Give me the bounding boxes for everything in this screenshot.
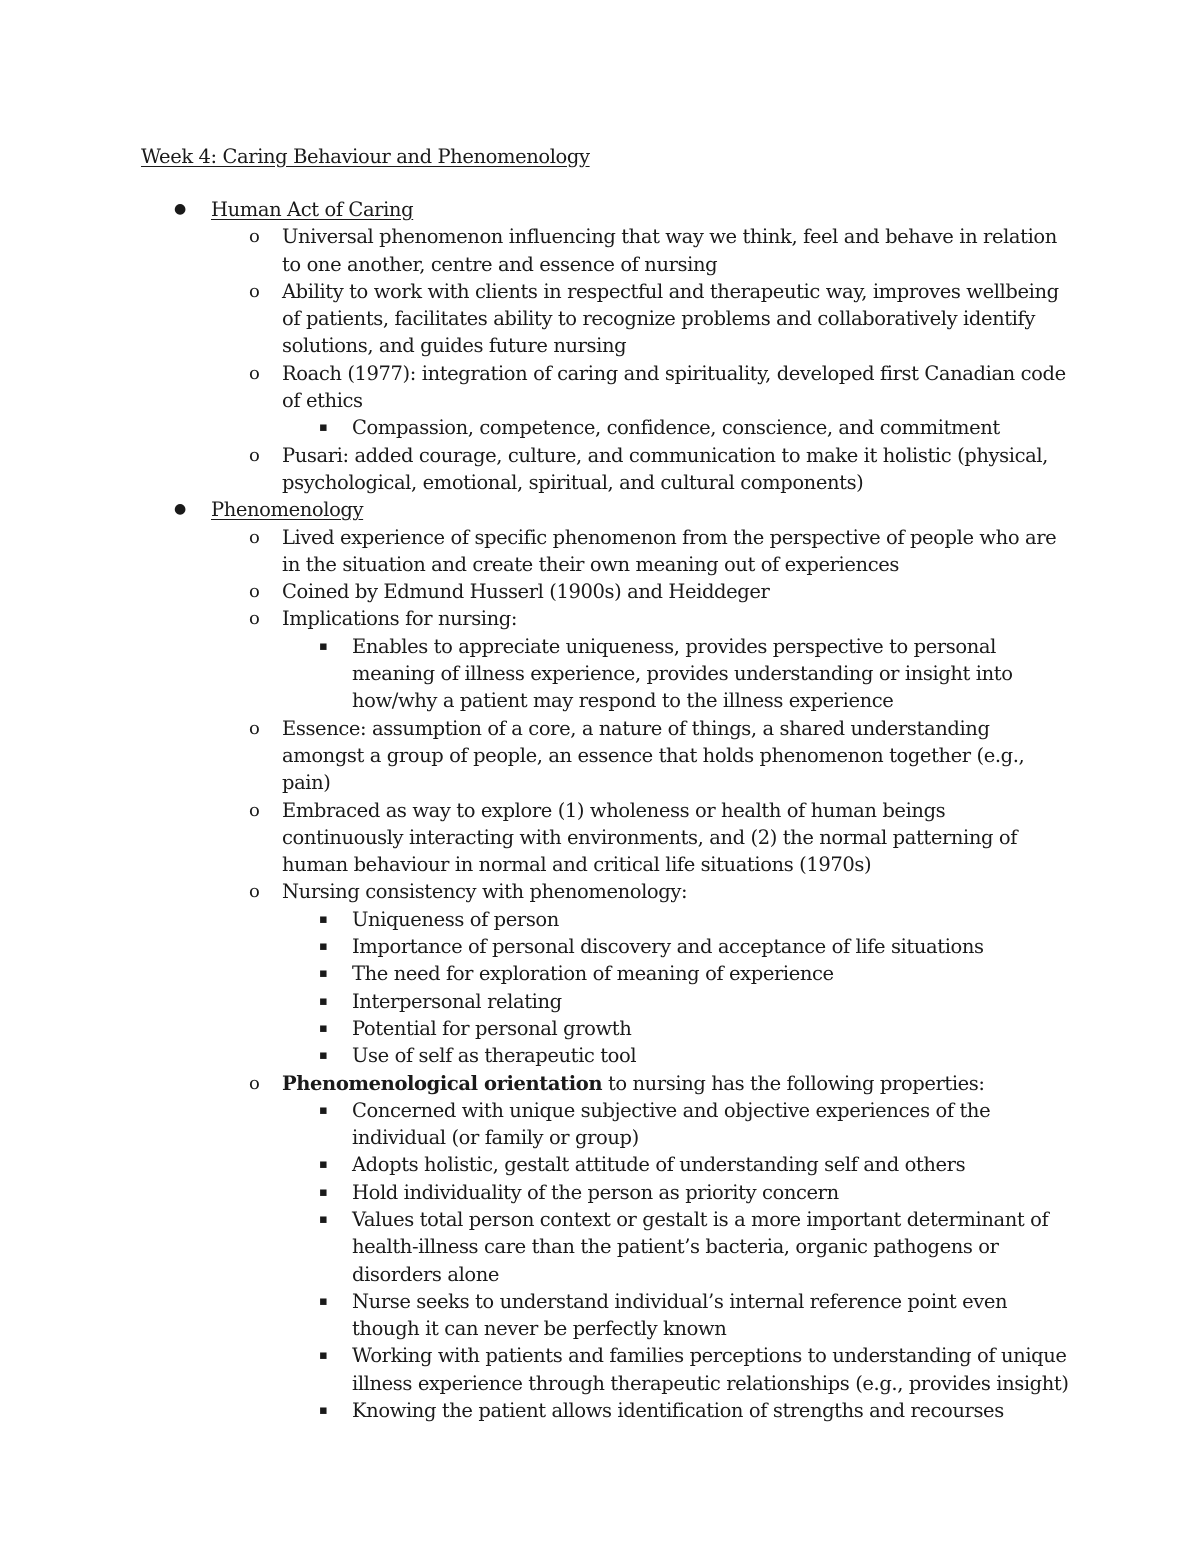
- bullet-marker: o: [249, 1072, 260, 1094]
- outline: [0, 196, 1200, 1424]
- sub-list-item: [0, 933, 1200, 960]
- bullet-marker: o: [249, 526, 260, 548]
- list-item-text: [282, 1070, 1072, 1097]
- list-item: [0, 578, 1200, 605]
- bullet-marker: o: [249, 444, 260, 466]
- bullet-marker: o: [249, 226, 260, 248]
- list-item-text: Roach (1977): integration of caring and spirituality, developed first Canadian code of ethics: [282, 361, 1066, 413]
- bullet-marker: o: [249, 362, 260, 384]
- sub-list-item: [0, 1015, 1200, 1042]
- bold-term: Phenomenological orientation: [282, 1071, 603, 1095]
- list-item: [0, 223, 1200, 278]
- bullet-marker: ▪: [319, 1020, 328, 1036]
- bullet-marker: ▪: [319, 1048, 328, 1064]
- section-heading-label: Human Act of Caring: [211, 198, 414, 221]
- list-item: [0, 442, 1200, 497]
- list-item-text: Essence: assumption of a core, a nature of things, a shared understanding amongst a group of people, an essence that holds phenomenon together (e.g., pain): [282, 716, 1025, 795]
- bullet-marker: ▪: [319, 420, 328, 436]
- bullet-marker: o: [249, 799, 260, 821]
- bullet-marker: ▪: [319, 1211, 328, 1227]
- bullet-marker: ●: [174, 201, 186, 217]
- bullet-marker: o: [249, 280, 260, 302]
- sub-list-item-text: Adopts holistic, gestalt attitude of understanding self and others: [352, 1153, 966, 1177]
- bullet-marker: ▪: [319, 966, 328, 982]
- sub-list-item-text: Interpersonal relating: [352, 989, 562, 1013]
- bullet-marker: ▪: [319, 1348, 328, 1364]
- sub-list-item: [0, 1179, 1200, 1206]
- sub-list-item: [0, 988, 1200, 1015]
- sub-list-item: [0, 1288, 1200, 1343]
- section-heading-label: Phenomenology: [211, 498, 364, 522]
- list-item: [0, 878, 1200, 905]
- list-item-text: Embraced as way to explore (1) wholeness or health of human beings continuously interacting with environments, and (2) the normal patterning of human behaviour in normal and critical life situations (1970s): [282, 798, 1018, 877]
- list-item-text: Implications for nursing:: [282, 607, 518, 631]
- sub-list-item-text: Enables to appreciate uniqueness, provides perspective to personal meaning of illness experience, provides understanding or insight into how/why a patient may respond to the illness experience: [352, 634, 1013, 713]
- bullet-marker: ▪: [319, 638, 328, 654]
- bullet-marker: ▪: [319, 1293, 328, 1309]
- sub-list-item-text: Use of self as therapeutic tool: [352, 1044, 637, 1068]
- bullet-marker: ▪: [319, 1157, 328, 1173]
- list-item: [0, 360, 1200, 415]
- bullet-marker: ▪: [319, 1184, 328, 1200]
- sub-list-item: [0, 960, 1200, 987]
- sub-list-item: [0, 414, 1200, 441]
- sub-list-item: [0, 1097, 1200, 1152]
- list-item-text: Universal phenomenon influencing that way we think, feel and behave in relation to one another, centre and essence of nursing: [282, 225, 1057, 276]
- bullet-marker: ●: [174, 501, 186, 518]
- sub-list-item: [0, 1206, 1200, 1288]
- sub-list-item: [0, 1397, 1200, 1424]
- list-item: [0, 605, 1200, 632]
- sub-list-item-text: Nurse seeks to understand individual’s internal reference point even though it can never be perfectly known: [352, 1289, 1008, 1341]
- sub-list-item-text: Values total person context or gestalt is a more important determinant of health-illness care than the patient’s bacteria, organic pathogens or disorders alone: [352, 1207, 1049, 1286]
- bullet-marker: o: [249, 717, 260, 739]
- bullet-marker: ▪: [319, 993, 328, 1009]
- sub-list-item: [0, 906, 1200, 933]
- sub-list-item-text: Hold individuality of the person as priority concern: [352, 1180, 839, 1204]
- list-item-text: Coined by Edmund Husserl (1900s) and Heiddeger: [282, 580, 770, 604]
- bullet-marker: o: [249, 608, 260, 630]
- page-title: Week 4: Caring Behaviour and Phenomenology: [141, 145, 590, 168]
- sub-list-item: [0, 1342, 1200, 1397]
- list-item-text: Lived experience of specific phenomenon from the perspective of people who are in the situation and create their own meaning out of experiences: [282, 525, 1057, 576]
- list-item-rest: to nursing has the following properties:: [602, 1071, 985, 1095]
- list-item: [0, 797, 1200, 879]
- sub-list-item-text: Working with patients and families perceptions to understanding of unique illness experience through therapeutic relationships (e.g., provides insight): [352, 1344, 1069, 1395]
- sub-list-item: [0, 633, 1200, 715]
- bullet-marker: ▪: [319, 1102, 328, 1118]
- section-heading-human-act-of-caring: [0, 196, 1200, 223]
- sub-list-item-text: Uniqueness of person: [352, 907, 559, 931]
- bullet-marker: o: [249, 581, 260, 603]
- list-item: [0, 278, 1200, 360]
- bullet-marker: o: [249, 881, 260, 903]
- sub-list-item-text: Knowing the patient allows identification of strengths and recourses: [352, 1399, 1004, 1423]
- section-heading-phenomenology: [0, 496, 1200, 523]
- list-item-text: Pusari: added courage, culture, and communication to make it holistic (physical, psychological, emotional, spiritual, and cultural components): [282, 443, 1048, 494]
- list-item: [0, 524, 1200, 579]
- list-item-text: Nursing consistency with phenomenology:: [282, 880, 688, 904]
- sub-list-item-text: Importance of personal discovery and acceptance of life situations: [352, 935, 984, 959]
- sub-list-item-text: Compassion, competence, confidence, conscience, and commitment: [352, 416, 1000, 440]
- bullet-marker: ▪: [319, 939, 328, 955]
- sub-list-item-text: The need for exploration of meaning of experience: [352, 962, 834, 986]
- bullet-marker: ▪: [319, 1403, 328, 1419]
- sub-list-item: [0, 1151, 1200, 1178]
- bullet-marker: ▪: [319, 911, 328, 927]
- sub-list-item-text: Potential for personal growth: [352, 1016, 632, 1040]
- list-item: [0, 715, 1200, 797]
- list-item-text: Ability to work with clients in respectful and therapeutic way, improves wellbeing of patients, facilitates ability to recognize problems and collaboratively identify solutions, and guides future nursing: [282, 279, 1059, 358]
- sub-list-item: [0, 1042, 1200, 1069]
- list-item: [0, 1070, 1200, 1097]
- sub-list-item-text: Concerned with unique subjective and objective experiences of the individual (or family or group): [352, 1098, 991, 1150]
